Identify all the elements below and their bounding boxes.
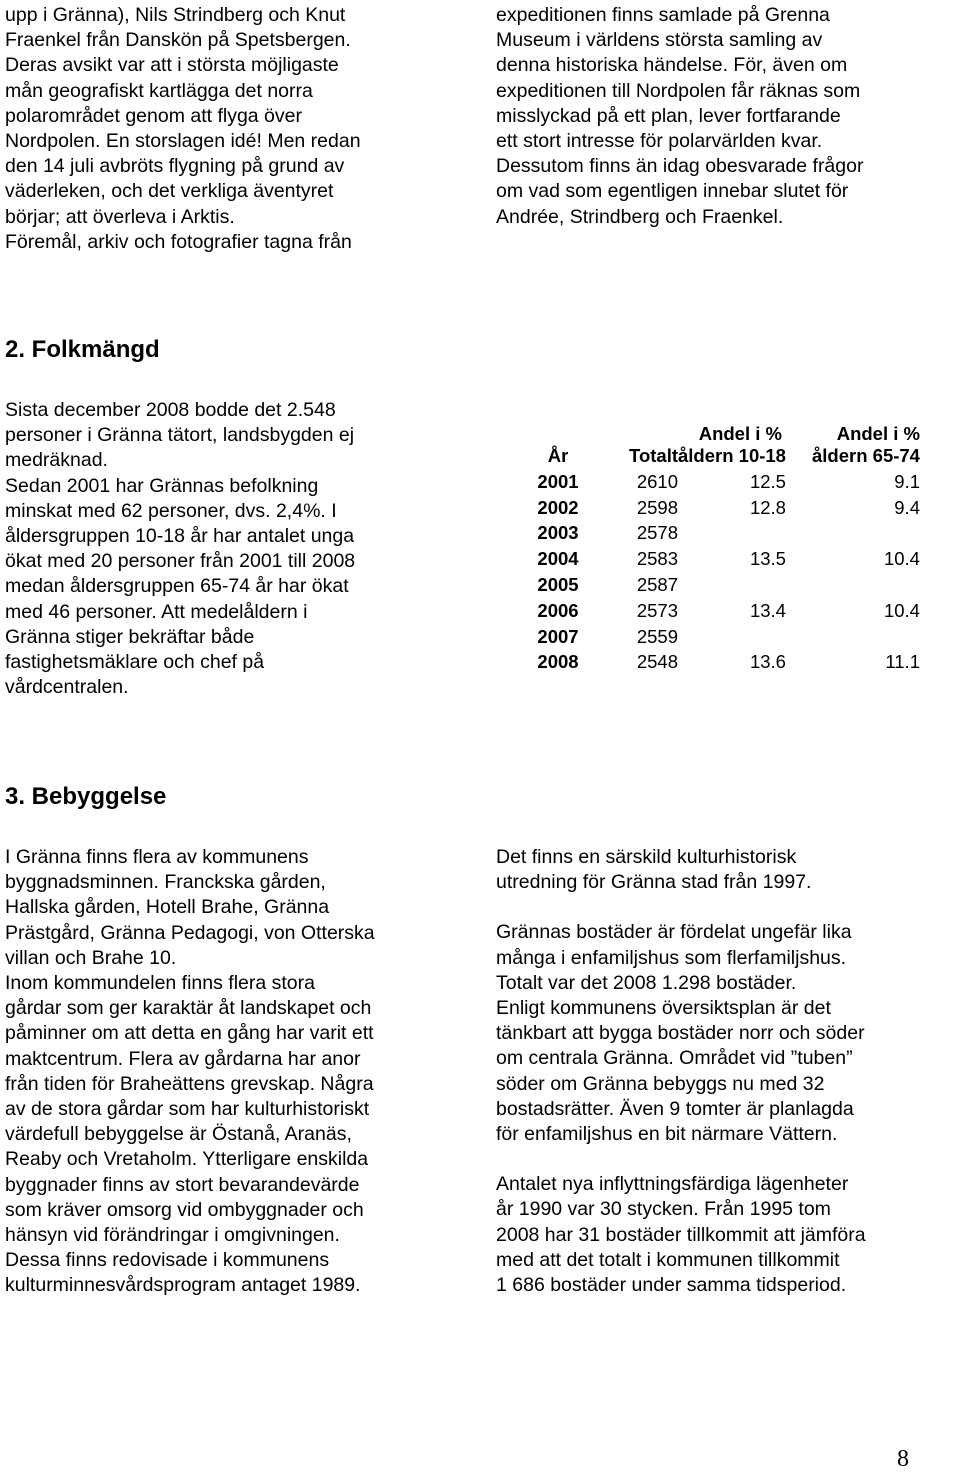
text-line: mån geografiskt kartlägga det norra	[5, 79, 313, 102]
text-line: fastighetsmäklare och chef på	[5, 651, 265, 674]
text-line: I Gränna finns flera av kommunens	[5, 846, 309, 868]
paragraph-gap	[496, 1147, 866, 1172]
cell-pct-65-74	[786, 521, 920, 547]
text-line: Reaby och Vretaholm. Ytterligare enskilda	[5, 1148, 369, 1171]
cell-year: 2004	[537, 548, 579, 570]
text-line: år 1990 var 30 stycken. Från 1995 tom	[496, 1198, 831, 1221]
cell-pct-65-74: 10.4	[883, 599, 920, 621]
text-line: byggnader finns av stort bevarandevärde	[5, 1173, 360, 1196]
text-line: maktcentrum. Flera av gårdarna har anor	[5, 1047, 361, 1070]
text-line: ett stort intresse för polarvärlden kvar.	[496, 130, 823, 153]
text-line: med 46 personer. Att medelåldern i	[5, 600, 308, 623]
cell-total: 2598	[636, 496, 678, 518]
table-row	[500, 495, 920, 521]
cell-year: 2001	[537, 470, 579, 492]
text-line: Det finns en särskild kulturhistorisk	[496, 846, 797, 868]
text-line: många i enfamiljshus som flerfamiljshus.	[496, 946, 847, 969]
cell-pct-10-18: 12.5	[749, 470, 786, 492]
cell-pct-10-18: 13.6	[749, 651, 786, 673]
text-line: Föremål, arkiv och fotografier tagna från	[5, 230, 352, 253]
text-line: Andrée, Strindberg och Fraenkel.	[496, 205, 784, 228]
text-line: personer i Gränna tätort, landsbygden ej	[5, 424, 355, 447]
bebyggelse-right-column	[496, 845, 866, 1298]
text-line: misslyckad på ett plan, lever fortfarande	[496, 104, 841, 127]
text-line: vårdcentralen.	[5, 676, 129, 699]
text-line: minskat med 62 personer, dvs. 2,4%. I	[5, 499, 337, 522]
population-table	[500, 423, 920, 675]
cell-total: 2610	[636, 470, 678, 492]
text-line: om centrala Gränna. Området vid ”tuben”	[496, 1047, 853, 1070]
text-line: Nordpolen. En storslagen idé! Men redan	[5, 130, 361, 153]
cell-pct-10-18	[678, 624, 786, 650]
cell-pct-10-18	[678, 572, 786, 598]
text-line: Hallska gården, Hotell Brahe, Gränna	[5, 896, 330, 919]
table-row	[500, 624, 920, 650]
text-line: Prästgård, Gränna Pedagogi, von Otterska	[5, 921, 375, 944]
text-line: hänsyn vid förändringar i omgivningen.	[5, 1224, 340, 1247]
cell-year: 2003	[537, 522, 579, 544]
text-line: utredning för Gränna stad från 1997.	[496, 871, 812, 894]
text-line: 1 686 bostäder under samma tidsperiod.	[496, 1274, 847, 1297]
text-line: 2008 har 31 bostäder tillkommit att jämföra	[496, 1223, 866, 1246]
cell-pct-65-74: 9.4	[894, 496, 920, 518]
text-line: bostadsrätter. Även 9 tomter är planlagda	[496, 1097, 854, 1120]
text-line: Museum i världens största samling av	[496, 29, 823, 52]
header-pct-65-74	[786, 423, 920, 469]
text-line: denna historiska händelse. För, även om	[496, 54, 848, 77]
text-line: gårdar som ger karaktär åt landskapet och	[5, 997, 372, 1020]
text-line: för enfamiljshus en bit närmare Vättern.	[496, 1123, 838, 1146]
text-line: Inom kommundelen finns flera stora	[5, 972, 315, 995]
text-line: Antalet nya inflyttningsfärdiga lägenheter	[496, 1173, 849, 1196]
cell-pct-10-18: 12.8	[749, 496, 786, 518]
cell-total: 2578	[636, 522, 678, 544]
text-line: väderleken, och det verkliga äventyret	[5, 180, 334, 203]
text-line: av de stora gårdar som har kulturhistoriskt	[5, 1098, 370, 1121]
text-line: medräknad.	[5, 449, 108, 472]
text-line: Sedan 2001 har Grännas befolkning	[5, 474, 319, 497]
text-line: kulturminnesvårdsprogram antaget 1989.	[5, 1274, 361, 1297]
cell-pct-65-74: 9.1	[894, 470, 920, 492]
header-total: Totalt	[629, 445, 678, 466]
text-line: Dessa finns redovisade i kommunens	[5, 1249, 330, 1272]
folkmangd-text	[5, 398, 355, 700]
text-line: från tiden för Braheättens grevskap. Några	[5, 1072, 374, 1095]
text-line: med att det totalt i kommunen tillkommit	[496, 1248, 840, 1271]
text-line: Totalt var det 2008 1.298 bostäder.	[496, 971, 797, 994]
header-pct-10-18-line2: åldern 10-18	[678, 445, 786, 466]
text-line: expeditionen finns samlade på Grenna	[496, 4, 830, 26]
cell-year: 2005	[537, 574, 579, 596]
table-row	[500, 650, 920, 676]
text-line: värdefull bebyggelse är Östanå, Aranäs,	[5, 1123, 352, 1146]
text-line: Grännas bostäder är fördelat ungefär lika	[496, 921, 852, 944]
cell-pct-10-18: 13.5	[749, 548, 786, 570]
intro-left-column	[5, 3, 361, 255]
cell-pct-65-74: 11.1	[885, 651, 920, 673]
cell-year: 2008	[537, 651, 579, 673]
text-line: Enligt kommunens översiktsplan är det	[496, 997, 831, 1020]
text-line: Fraenkel från Danskön på Spetsbergen.	[5, 29, 351, 52]
section-heading-bebyggelse: 3. Bebyggelse	[5, 783, 167, 810]
cell-total: 2548	[636, 651, 678, 673]
text-line: byggnadsminnen. Franckska gården,	[5, 871, 326, 894]
text-line: den 14 juli avbröts flygning på grund av	[5, 155, 345, 178]
header-pct-65-74-line1: Andel i %	[836, 423, 920, 444]
cell-year: 2002	[537, 496, 579, 518]
table-row	[500, 521, 920, 547]
table-row	[500, 598, 920, 624]
table-header-row	[500, 423, 920, 469]
cell-pct-10-18: 13.4	[749, 599, 786, 621]
cell-year: 2007	[537, 625, 579, 647]
section-heading-folkmangd: 2. Folkmängd	[5, 336, 160, 363]
paragraph-gap	[496, 895, 866, 920]
text-line: Gränna stiger bekräftar både	[5, 625, 255, 648]
cell-total: 2559	[636, 625, 678, 647]
text-line: söder om Gränna bebyggs nu med 32	[496, 1072, 825, 1095]
text-line: polarområdet genom att flyga över	[5, 104, 302, 127]
text-line: åldersgruppen 10-18 år har antalet unga	[5, 525, 355, 548]
text-line: upp i Gränna), Nils Strindberg och Knut	[5, 4, 346, 26]
header-pct-10-18	[678, 423, 786, 469]
cell-pct-10-18	[678, 521, 786, 547]
cell-pct-65-74	[786, 572, 920, 598]
cell-pct-65-74: 10.4	[883, 548, 920, 570]
cell-year: 2006	[537, 599, 579, 621]
text-line: börjar; att överleva i Arktis.	[5, 205, 235, 228]
table-row	[500, 546, 920, 572]
cell-total: 2583	[636, 548, 678, 570]
page-number: 8	[897, 1446, 909, 1472]
text-line: Deras avsikt var att i största möjligaste	[5, 54, 339, 77]
text-line: påminner om att detta en gång har varit ett	[5, 1022, 374, 1045]
text-line: expeditionen till Nordpolen får räknas som	[496, 79, 861, 102]
text-line: ökat med 20 personer från 2001 till 2008	[5, 550, 356, 573]
cell-total: 2573	[636, 599, 678, 621]
cell-total: 2587	[636, 574, 678, 596]
header-year: År	[547, 445, 569, 466]
table-row	[500, 469, 920, 495]
text-line: Sista december 2008 bodde det 2.548	[5, 399, 336, 421]
text-line: om vad som egentligen innebar slutet för	[496, 180, 849, 203]
text-line: Dessutom finns än idag obesvarade frågor	[496, 155, 864, 178]
text-line: medan åldersgruppen 65-74 år har ökat	[5, 575, 349, 598]
header-pct-10-18-line1: Andel i %	[698, 423, 782, 444]
bebyggelse-left-column	[5, 845, 375, 1299]
cell-pct-65-74	[786, 624, 920, 650]
table-row	[500, 572, 920, 598]
text-line: tänkbart att bygga bostäder norr och söder	[496, 1022, 865, 1045]
header-pct-65-74-line2: åldern 65-74	[812, 445, 920, 466]
text-line: som kräver omsorg vid ombyggnader och	[5, 1198, 364, 1221]
text-line: villan och Brahe 10.	[5, 946, 177, 969]
intro-right-column	[496, 3, 863, 230]
